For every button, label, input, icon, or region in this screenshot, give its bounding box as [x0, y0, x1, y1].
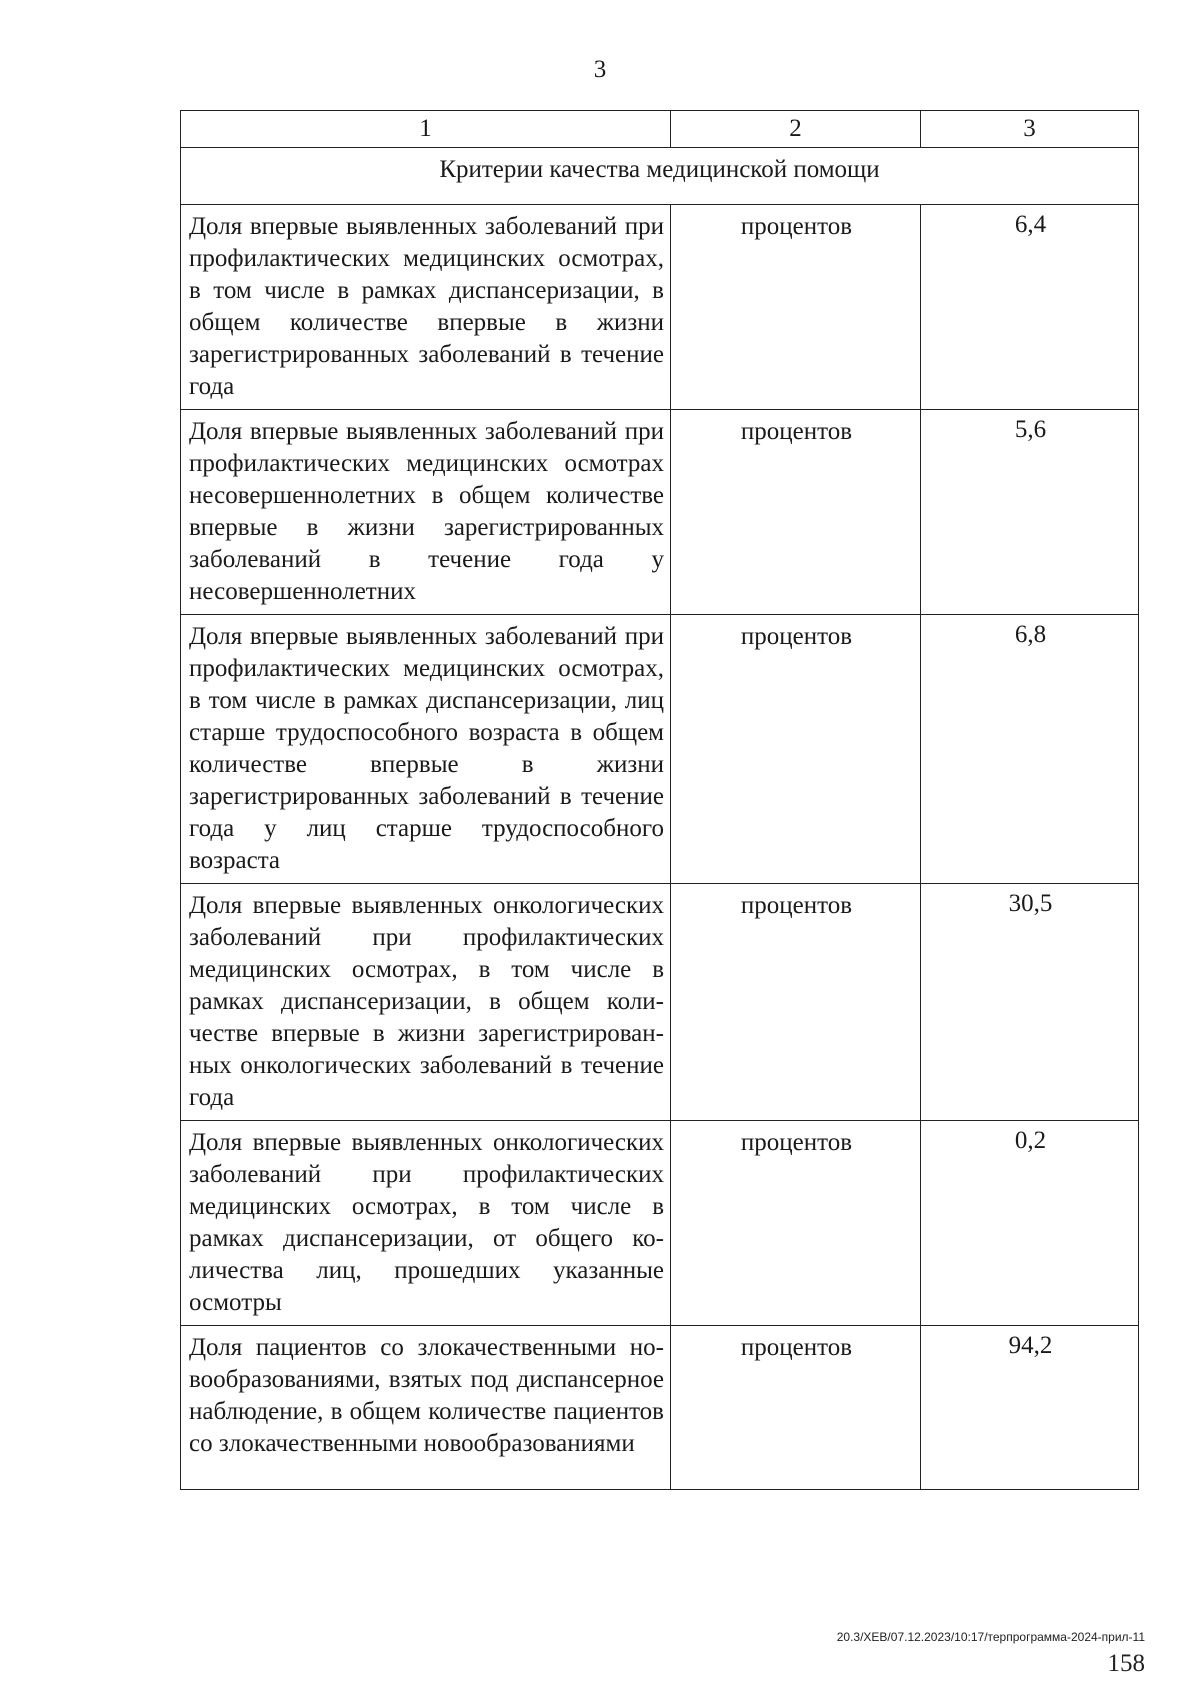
criterion-cell: Доля пациентов со злокачественными новообразованиями, взятых под диспансерное наблюдение, в общем количестве пациентов со злокачественными новообразованиями — [181, 1326, 671, 1490]
unit-cell: процентов — [671, 615, 921, 884]
table-row — [181, 205, 1139, 410]
column-number-3: 3 — [921, 111, 1139, 148]
unit-cell: процентов — [671, 884, 921, 1121]
unit-cell: процентов — [671, 205, 921, 410]
value-cell: 0,2 — [921, 1121, 1139, 1326]
value-cell: 30,5 — [921, 884, 1139, 1121]
value-cell: 94,2 — [921, 1326, 1139, 1490]
criterion-cell: Доля впервые выявленных онкологических заболеваний при профилактических медицинских осмотрах, в том числе в рамках диспансеризации, в общем количестве впервые в жизни зарегистрированных онкологических заболеваний в течение года — [181, 884, 671, 1121]
unit-cell: процентов — [671, 1121, 921, 1326]
column-number-2: 2 — [671, 111, 921, 148]
section-header-row — [181, 148, 1139, 205]
quality-criteria-table — [180, 110, 1139, 1490]
table-row — [181, 615, 1139, 884]
quality-criteria-table-wrapper — [180, 110, 1138, 1490]
criterion-cell: Доля впервые выявленных онкологических заболеваний при профилактических медицинских осмотрах, в том числе в рамках диспансеризации, от общего количества лиц, прошедших указанные осмотры — [181, 1121, 671, 1326]
unit-cell: процентов — [671, 410, 921, 615]
table-row — [181, 1121, 1139, 1326]
column-number-1: 1 — [181, 111, 671, 148]
page-number-top: 3 — [593, 56, 607, 83]
table-row — [181, 884, 1139, 1121]
value-cell: 5,6 — [921, 410, 1139, 615]
table-row — [181, 1326, 1139, 1490]
criterion-cell: Доля впервые выявленных заболеваний при профилактических медицинских осмотрах, в том числе в рамках диспансеризации, в общем количестве впервые в жизни зарегистрированных заболеваний в течение года — [181, 205, 671, 410]
table-row — [181, 410, 1139, 615]
value-cell: 6,8 — [921, 615, 1139, 884]
page-number-bottom: 158 — [1107, 1650, 1145, 1677]
value-cell: 6,4 — [921, 205, 1139, 410]
section-title: Критерии качества медицинской помощи — [181, 148, 1139, 205]
criterion-cell: Доля впервые выявленных заболеваний при профилактических медицинских осмотрах, в том числе в рамках диспансеризации, лиц старше трудоспособного возраста в общем количестве впервые в жизни зарегистрированных заболеваний в течение года у лиц старше трудоспособного возраста — [181, 615, 671, 884]
document-footer-code: 20.3/ХЕВ/07.12.2023/10:17/терпрограмма-2024-прил-11 — [836, 1630, 1145, 1644]
criterion-cell: Доля впервые выявленных заболеваний при профилактических медицинских осмотрах несовершеннолетних в общем количестве впервые в жизни зарегистрированных заболеваний в течение года у несовершеннолетних — [181, 410, 671, 615]
column-number-row — [181, 111, 1139, 148]
unit-cell: процентов — [671, 1326, 921, 1490]
